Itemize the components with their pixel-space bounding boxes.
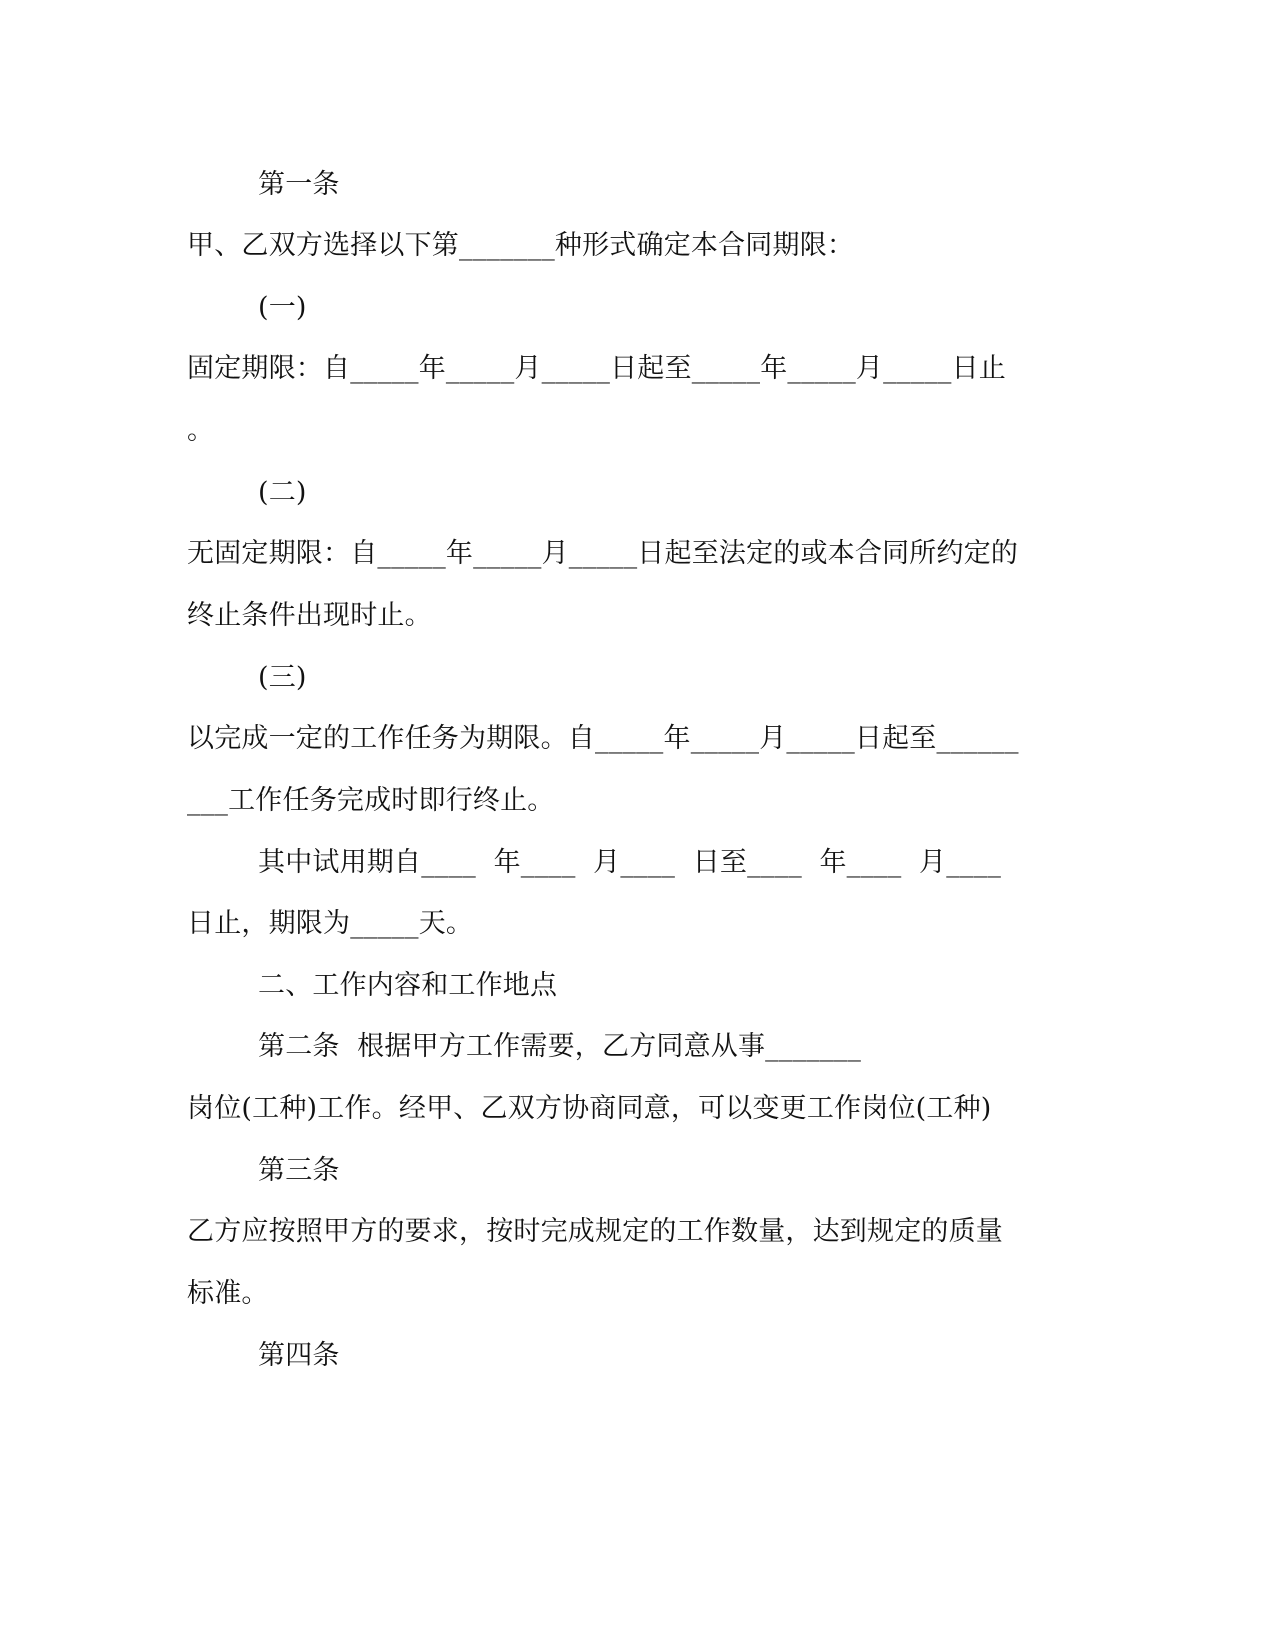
clause-3-heading: 第三条 — [258, 1155, 340, 1186]
clause-4-heading: 第四条 — [258, 1340, 340, 1371]
contract-term-choice: 甲、乙双方选择以下第_______种形式确定本合同期限： — [187, 230, 855, 261]
clause-3-text-cont: 标准。 — [187, 1278, 269, 1309]
clause-2-text: 第二条 根据甲方工作需要，乙方同意从事_______ — [258, 1031, 862, 1062]
task-term-text: 以完成一定的工作任务为期限。自_____年_____月_____日起至______ — [187, 723, 1019, 754]
open-term-text: 无固定期限：自_____年_____月_____日起至法定的或本合同所约定的 — [187, 538, 1019, 569]
section-2-heading: 二、工作内容和工作地点 — [258, 970, 558, 1001]
clause-2-text-cont: 岗位(工种)工作。经甲、乙双方协商同意，可以变更工作岗位(工种) — [187, 1093, 992, 1124]
fixed-term-text: 固定期限：自_____年_____月_____日起至_____年_____月_____日止 — [187, 353, 1006, 384]
option-3-marker: (三) — [258, 662, 307, 693]
probation-text: 其中试用期自____ 年____ 月____ 日至____ 年____ 月____ — [258, 847, 1002, 878]
fixed-term-period: 。 — [187, 415, 215, 446]
probation-text-cont: 日止，期限为_____天。 — [187, 908, 474, 939]
option-1-marker: (一) — [258, 292, 307, 323]
clause-3-text: 乙方应按照甲方的要求，按时完成规定的工作数量，达到规定的质量 — [187, 1216, 1003, 1247]
clause-1-heading: 第一条 — [258, 169, 340, 200]
option-2-marker: (二) — [258, 477, 307, 508]
open-term-text-cont: 终止条件出现时止。 — [187, 600, 432, 631]
task-term-text-cont: ___工作任务完成时即行终止。 — [187, 785, 555, 816]
